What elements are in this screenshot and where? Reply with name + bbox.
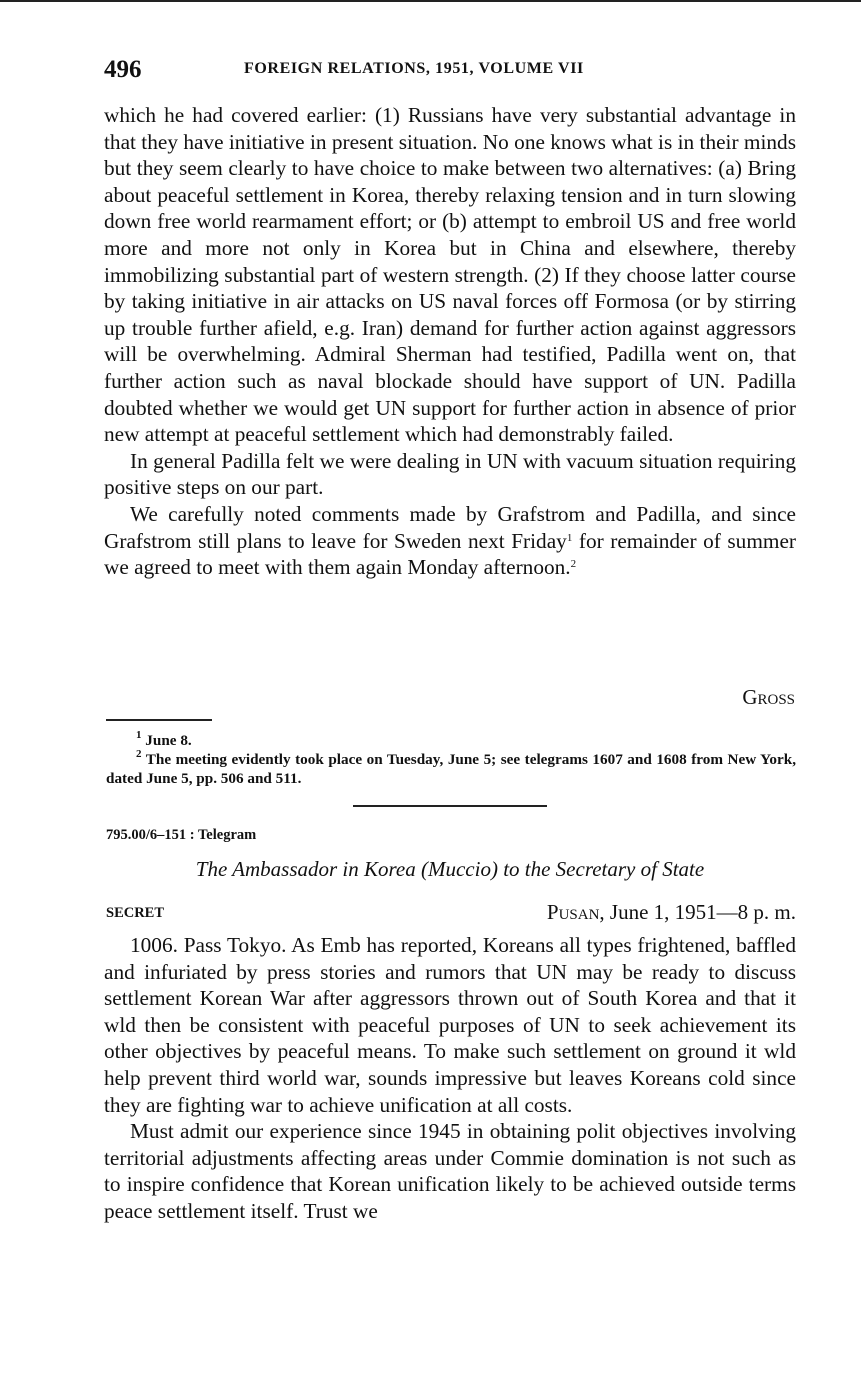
date-text: , June 1, 1951—8 p. m.	[599, 900, 796, 924]
page-number: 496	[104, 56, 142, 83]
footnote-text: June 8.	[141, 732, 192, 749]
footnote-item	[106, 750, 796, 788]
footnote-item	[106, 731, 796, 750]
paragraph-text: We carefully noted comments made by Grafstrom and Padilla, and since Grafstrom still plans to leave for Sweden next Friday	[104, 501, 796, 553]
page-header	[104, 56, 796, 84]
second-document-body	[104, 932, 796, 1225]
dateline	[104, 900, 796, 928]
footnote-divider	[106, 719, 212, 721]
footnote-marker: 1	[566, 531, 573, 544]
continued-paragraph: which he had covered earlier: (1) Russians have very substantial advantage in that they have initiative in present situation. No one knows what is in their minds but they seem clearly to have choice to make between two alternatives: (a) Bring about peaceful settlement in Korea, thereby relaxing tension and in turn slowing down free world rearmament effort; or (b) attempt to embroil US and free world more and more not only in Korea but in China and elsewhere, thereby immobilizing substantial part of western strength. (2) If they choose latter course by taking initiative in air attacks on US naval forces off Formosa (or by stirring up trouble further afield, e.g. Iran) demand for further action against aggressors will be overwhelming. Admiral Sherman had testified, Padilla went on, that further action such as naval blockade should have support of UN. Padilla doubted whether we would get UN support for further action in absence of prior new attempt at peaceful settlement which had demonstrably failed.	[104, 103, 796, 447]
signature: Gross	[742, 685, 795, 709]
body-paragraph: 1006. Pass Tokyo. As Emb has reported, Koreans all types frightened, baffled and infuriated by press stories and rumors that UN may be ready to discuss settlement Korean War after aggressors thrown out of South Korea and that it wld then be consistent with peaceful purposes of UN to seek achievement its other objectives by peaceful means. To make such settlement on ground it wld help prevent third world war, sounds impressive but leaves Koreans cold since they are fighting war to achieve unification at all costs.	[104, 933, 796, 1117]
body-paragraph: In general Padilla felt we were dealing in UN with vacuum situation requiring positive steps on our part.	[104, 448, 796, 500]
footnote-text: The meeting evidently took place on Tuesday, June 5; see telegrams 1607 and 1608 from New York, dated June 5, pp. 506 and 511.	[106, 751, 796, 787]
paragraph-text: for remainder of summer we agreed to meet with them again Monday afternoon.	[104, 528, 796, 580]
classification-label: SECRET	[106, 905, 165, 921]
footnote-marker: 2	[136, 748, 142, 760]
body-paragraph	[104, 501, 796, 581]
document-separator	[353, 805, 547, 807]
first-document-body	[104, 102, 796, 581]
top-border	[0, 0, 861, 2]
footnotes	[106, 731, 796, 788]
footnote-marker: 1	[136, 729, 142, 741]
place-date	[547, 900, 796, 925]
place-name: Pusan	[546, 900, 600, 924]
document-title: The Ambassador in Korea (Muccio) to the Secretary of State	[195, 857, 705, 881]
running-title: FOREIGN RELATIONS, 1951, VOLUME VII	[244, 60, 584, 77]
file-reference: 795.00/6–151 : Telegram	[106, 827, 257, 843]
footnote-marker: 2	[570, 558, 577, 571]
body-paragraph: Must admit our experience since 1945 in obtaining polit objectives involving territorial adjustments affecting areas under Commie domination is not such as to inspire confidence that Korean unification likely to be achieved outside terms peace settlement itself. Trust we	[104, 1119, 796, 1223]
